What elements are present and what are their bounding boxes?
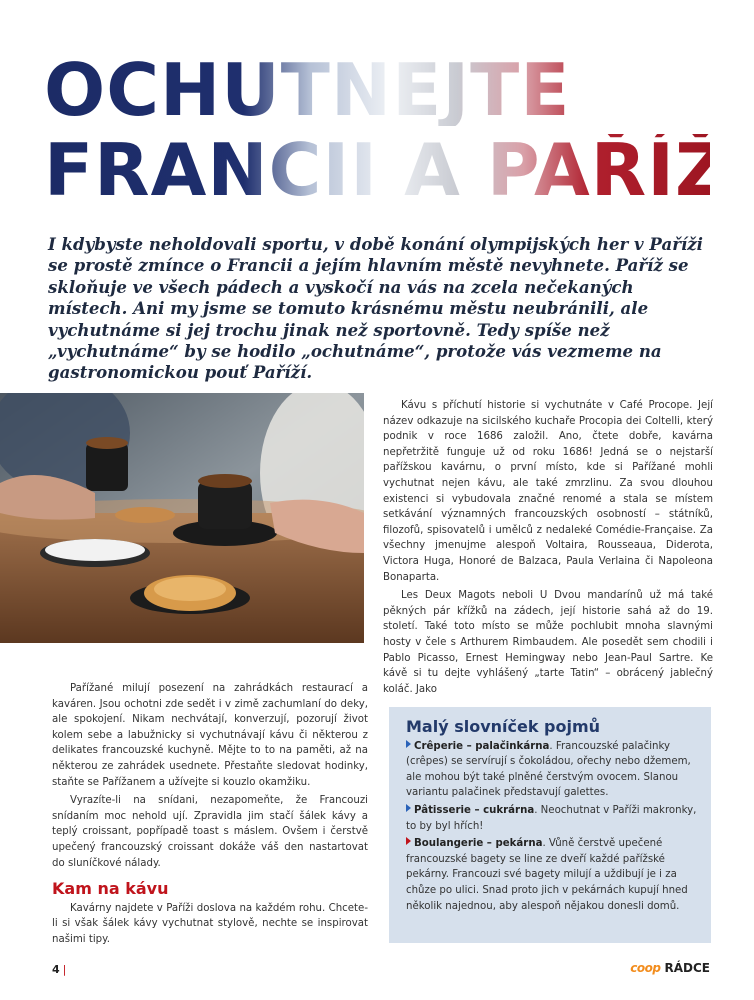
brand-logo bbox=[630, 961, 710, 975]
right-paragraph-2: Les Deux Magots neboli U Dvou mandarínů už má také pěkných pár křížků na zádech, její historie sahá až do 19. století. Také toto místo se může pochlubit mnoha slavnými hosty v čele s Arthurem Rimbaudem. Ale posedět sem chodili i Pablo Picasso, Ernest Hemingway nebo Jean-Paul Sartre. Ke kávě si tu dejte vyhlášený „tarte Tatin“ – obrácený jablečný koláč. Jako bbox=[383, 590, 713, 695]
left-section-paragraph: Kavárny najdete v Paříži doslova na každém rohu. Chcete-li si však šálek kávy vychutnat stylově, nechte se inspirovat našimi tipy. bbox=[52, 902, 368, 945]
left-paragraph-1: Pařížané milují posezení na zahrádkách restaurací a kaváren. Jsou ochotni zde sedět i v zimě zachumlaní do deky, ale spokojení. Nikam nechvátají, konverzují, pozorují život kolem sebe a labužnicky si vychutnávají kávu či některou z delikates francouzské kuchyně. Mějte to to na paměti, až na některou ze zahrádek usednete. Přestaňte sledovat hodinky, staňte se Pařížanem a užívejte si kouzlo okamžiku. bbox=[52, 683, 368, 788]
glossary-term: Pâtisserie – cukrárna bbox=[414, 804, 535, 816]
left-paragraph-2: Vyrazíte-li na snídani, nezapomeňte, že Francouzi snídaním moc nehold ují. Zpravidla jim stačí šálek kávy a teplý croissant, popřípadě toast s máslem. Ovšem i čerstvě upečený francouzský croissant dokáže váš den nastartovat do sluníčkové nálady. bbox=[52, 795, 368, 869]
lead-paragraph: I kdybyste neholdovali sportu, v době konání olympijských her v Paříži se prostě zmínce o Francii a jejím hlavním městě nevyhnete. Paříž se skloňuje ve všech pádech a vyskočí na vás na zcela nečekaných místech. Ani my jsme se tomuto krásnému městu neubránili, ale vychutnáme si jej trochu jinak než sportovně. Tedy spíše než „vychutnáme“ by se hodilo „ochutnáme“, protože vás vezmeme na gastronomickou pouť Paříží. bbox=[48, 234, 703, 383]
title-line-1: OCHUTNEJTE bbox=[44, 54, 710, 126]
glossary-item-patisserie bbox=[406, 803, 697, 834]
page-separator: | bbox=[62, 963, 67, 976]
title-line-2: FRANCII A PAŘÍŽ bbox=[44, 128, 729, 212]
left-column bbox=[52, 681, 368, 948]
triangle-bullet-icon bbox=[406, 804, 411, 812]
page-number bbox=[52, 963, 66, 976]
photo-illustration bbox=[0, 393, 364, 643]
glossary-item-boulangerie bbox=[406, 836, 697, 914]
glossary-title: Malý slovníček pojmů bbox=[406, 717, 601, 736]
glossary-text: . Neochutnat v Paříži makronky, to by byl hřích! bbox=[406, 804, 697, 832]
glossary-box bbox=[389, 707, 711, 943]
section-heading-kam-na-kavu: Kam na kávu bbox=[52, 879, 169, 899]
brand-name: RÁDCE bbox=[664, 961, 710, 975]
glossary-text: . Francouzské palačinky (crêpes) se servírují s čokoládou, ořechy nebo džemem, ale mohou být také plněné čerstvým ovocem. Slanou variantu palačinek představují galettes. bbox=[406, 740, 691, 799]
glossary-term: Boulangerie – pekárna bbox=[414, 838, 543, 850]
glossary-text: . Vůně čerstvě upečené francouzské bagety se line ze dveří každé pařížské pekárny. Francouzi své bagety milují a uždibují je i za chůze po ulici. Snad proto jich v pekárnách kupují hned několik najednou, aby alespoň nějakou donesli domů. bbox=[406, 838, 688, 912]
right-paragraph-1: Kávu s příchutí historie si vychutnáte v Café Procope. Její název odkazuje na sicilského kuchaře Procopia dei Coltelli, který podnik v roce 1686 založil. Ano, čtete dobře, kavárna nepřetržitě funguje už od roku 1686! Jedná se o nejstarší pařížskou kavárnu, o první místo, kde si Pařížané mohli vychutnat nejen kávu, ale také zmrzlinu. Za svou dlouhou existenci si vybudovala značné renomé a stala se místem setkávání významných francouzských osobností – státníků, filozofů, spisovatelů i umělců z nedaleké Comédie-Française. Za všechny jmenujme alespoň Voltaira, Rousseaua, Diderota, Victora Huga, Honoré de Balzaca, Paula Verlaina či Napoleona Bonaparta. bbox=[383, 400, 713, 583]
glossary-term: Crêperie – palačinkárna bbox=[414, 740, 550, 752]
triangle-bullet-icon bbox=[406, 740, 411, 748]
triangle-bullet-icon bbox=[406, 837, 411, 845]
right-column bbox=[383, 398, 713, 697]
cafe-table-photo bbox=[0, 393, 364, 643]
page-number-value: 4 bbox=[52, 963, 60, 976]
glossary-item-creperie bbox=[406, 739, 697, 801]
coop-logo-icon: coop bbox=[630, 961, 661, 975]
